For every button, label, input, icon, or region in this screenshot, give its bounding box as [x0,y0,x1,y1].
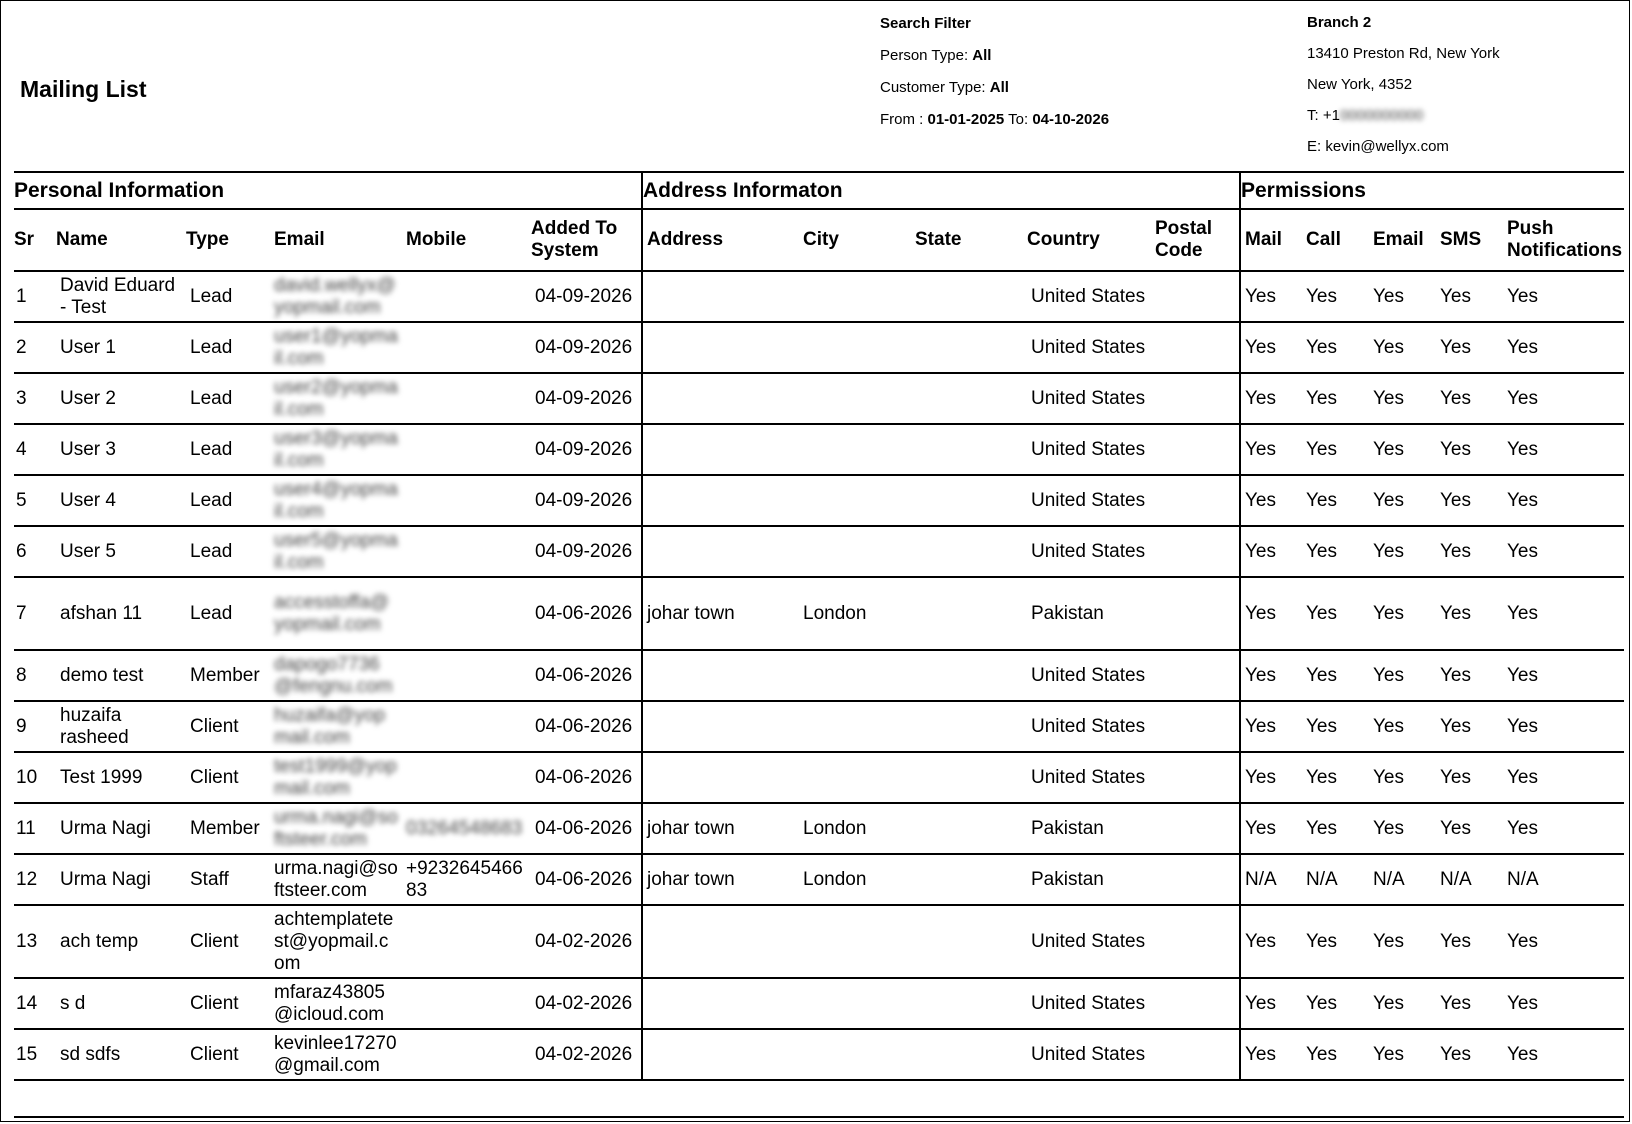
cell-mobile [402,701,527,752]
cell-push: Yes [1503,803,1624,854]
cell-sms: Yes [1436,1029,1503,1080]
cell-email: accesstoffa@yopmail.com [270,577,402,650]
cell-state [911,978,1023,1029]
cell-sr: 13 [14,905,52,978]
table-row [14,322,1624,373]
cell-type: Client [182,978,270,1029]
cell-country: United States [1023,322,1151,373]
cell-address [642,1029,799,1080]
cell-country: United States [1023,701,1151,752]
cell-email: mfaraz43805@icloud.com [270,978,402,1029]
cell-email: kevinlee17270@gmail.com [270,1029,402,1080]
cell-email: user3@yopmail.com [270,424,402,475]
cell-email-permission: Yes [1369,650,1436,701]
cell-push: Yes [1503,526,1624,577]
cell-state [911,701,1023,752]
branch-address-line2: New York, 4352 [1307,76,1413,93]
cell-sms: Yes [1436,373,1503,424]
cell-push: Yes [1503,1029,1624,1080]
cell-name: Test 1999 [52,752,182,803]
cell-mail: N/A [1240,854,1302,905]
cell-email-permission: Yes [1369,752,1436,803]
cell-sr: 4 [14,424,52,475]
cell-email-permission: Yes [1369,475,1436,526]
cell-email-permission: Yes [1369,577,1436,650]
cell-sr: 10 [14,752,52,803]
cell-sr: 1 [14,271,52,322]
cell-postal [1151,752,1240,803]
search-filter-block [880,14,1109,142]
cell-sr: 7 [14,577,52,650]
cell-type: Lead [182,424,270,475]
cell-mail: Yes [1240,424,1302,475]
cell-call: Yes [1302,577,1369,650]
cell-call: Yes [1302,905,1369,978]
cell-address [642,650,799,701]
cell-added: 04-09-2026 [527,322,642,373]
cell-postal [1151,526,1240,577]
cell-mail: Yes [1240,322,1302,373]
cell-email: urma.nagi@softsteer.com [270,854,402,905]
cell-state [911,424,1023,475]
column-header-row [14,209,1624,271]
cell-added: 04-06-2026 [527,803,642,854]
cell-mail: Yes [1240,701,1302,752]
cell-mail: Yes [1240,803,1302,854]
col-country: Country [1023,209,1151,271]
cell-email-permission: Yes [1369,905,1436,978]
table-row [14,854,1624,905]
cell-name: Urma Nagi [52,803,182,854]
cell-email: user2@yopmail.com [270,373,402,424]
cell-sms: Yes [1436,701,1503,752]
cell-city [799,905,911,978]
cell-sr: 14 [14,978,52,1029]
branch-info-block [1307,13,1500,168]
cell-state [911,854,1023,905]
cell-sms: Yes [1436,475,1503,526]
cell-name: huzaifa rasheed [52,701,182,752]
cell-postal [1151,373,1240,424]
cell-push: Yes [1503,373,1624,424]
cell-email: huzaifa@yopmail.com [270,701,402,752]
cell-state [911,526,1023,577]
cell-name: User 4 [52,475,182,526]
col-type: Type [182,209,270,271]
cell-name: User 3 [52,424,182,475]
col-call: Call [1302,209,1369,271]
cell-sms: Yes [1436,577,1503,650]
cell-state [911,650,1023,701]
cell-sr: 15 [14,1029,52,1080]
cell-email-permission: Yes [1369,526,1436,577]
table-row [14,577,1624,650]
cell-mobile: 03264548683 [402,803,527,854]
col-push-notifications: Push Notifications [1503,209,1624,271]
branch-phone: T: +10000000000 [1307,107,1424,124]
cell-mobile: +923264546683 [402,854,527,905]
cell-sms: Yes [1436,978,1503,1029]
cell-country: United States [1023,271,1151,322]
cell-call: Yes [1302,322,1369,373]
cell-country: United States [1023,475,1151,526]
cell-push: Yes [1503,905,1624,978]
cell-sr: 3 [14,373,52,424]
table-row [14,424,1624,475]
cell-postal [1151,577,1240,650]
cell-push: Yes [1503,271,1624,322]
cell-email-permission: N/A [1369,854,1436,905]
cell-added: 04-02-2026 [527,905,642,978]
cell-call: Yes [1302,526,1369,577]
cell-city: London [799,577,911,650]
cell-added: 04-09-2026 [527,271,642,322]
table-row [14,650,1624,701]
cell-added: 04-09-2026 [527,475,642,526]
section-permissions: Permissions [1240,172,1624,209]
cell-added: 04-06-2026 [527,752,642,803]
table-row [14,373,1624,424]
cell-country: United States [1023,526,1151,577]
cell-type: Member [182,803,270,854]
cell-name: David Eduard - Test [52,271,182,322]
cell-email: user4@yopmail.com [270,475,402,526]
cell-mobile [402,577,527,650]
col-email-permission: Email [1369,209,1436,271]
cell-address [642,701,799,752]
cell-type: Client [182,1029,270,1080]
cell-country: Pakistan [1023,803,1151,854]
cell-email-permission: Yes [1369,701,1436,752]
cell-state [911,322,1023,373]
cell-added: 04-09-2026 [527,424,642,475]
cell-mobile [402,322,527,373]
table-row [14,475,1624,526]
cell-sms: Yes [1436,526,1503,577]
cell-sr: 5 [14,475,52,526]
cell-type: Lead [182,271,270,322]
col-mail: Mail [1240,209,1302,271]
cell-city [799,322,911,373]
cell-name: User 2 [52,373,182,424]
cell-push: Yes [1503,701,1624,752]
cell-sms: Yes [1436,424,1503,475]
cell-postal [1151,650,1240,701]
branch-email: E: kevin@wellyx.com [1307,138,1449,155]
cell-postal [1151,978,1240,1029]
cell-mobile [402,373,527,424]
cell-address [642,905,799,978]
cell-type: Lead [182,526,270,577]
cell-sr: 8 [14,650,52,701]
cell-postal [1151,905,1240,978]
cell-added: 04-09-2026 [527,526,642,577]
cell-address: johar town [642,577,799,650]
cell-call: Yes [1302,803,1369,854]
cell-mail: Yes [1240,978,1302,1029]
col-state: State [911,209,1023,271]
cell-state [911,905,1023,978]
col-email: Email [270,209,402,271]
cell-email-permission: Yes [1369,424,1436,475]
branch-name: Branch 2 [1307,14,1372,31]
col-added-to-system: Added To System [527,209,642,271]
cell-type: Client [182,752,270,803]
cell-state [911,1029,1023,1080]
cell-address: johar town [642,854,799,905]
cell-type: Client [182,701,270,752]
cell-mail: Yes [1240,475,1302,526]
section-personal-information: Personal Information [14,172,642,209]
cell-email-permission: Yes [1369,373,1436,424]
col-mobile: Mobile [402,209,527,271]
table-row [14,1029,1624,1080]
cell-sr: 2 [14,322,52,373]
branch-address-line1: 13410 Preston Rd, New York [1307,45,1500,62]
cell-mobile [402,271,527,322]
cell-name: User 1 [52,322,182,373]
cell-city [799,752,911,803]
cell-mail: Yes [1240,577,1302,650]
cell-email-permission: Yes [1369,978,1436,1029]
cell-push: Yes [1503,650,1624,701]
cell-sr: 12 [14,854,52,905]
cell-city [799,475,911,526]
cell-city [799,978,911,1029]
cell-city [799,424,911,475]
cell-push: Yes [1503,752,1624,803]
table-body [14,271,1624,1080]
cell-sms: Yes [1436,322,1503,373]
cell-added: 04-09-2026 [527,373,642,424]
col-name: Name [52,209,182,271]
cell-call: Yes [1302,1029,1369,1080]
cell-country: United States [1023,1029,1151,1080]
cell-name: Urma Nagi [52,854,182,905]
cell-push: Yes [1503,577,1624,650]
cell-type: Lead [182,475,270,526]
cell-sms: N/A [1436,854,1503,905]
cell-email: achtemplatetest@yopmail.com [270,905,402,978]
cell-mail: Yes [1240,526,1302,577]
cell-city [799,526,911,577]
cell-city: London [799,854,911,905]
cell-email-permission: Yes [1369,1029,1436,1080]
cell-email: dapogo7736@fengnu.com [270,650,402,701]
cell-sms: Yes [1436,752,1503,803]
table-row [14,526,1624,577]
cell-push: Yes [1503,978,1624,1029]
cell-city [799,373,911,424]
cell-type: Client [182,905,270,978]
col-city: City [799,209,911,271]
cell-added: 04-06-2026 [527,650,642,701]
cell-mail: Yes [1240,752,1302,803]
cell-call: Yes [1302,978,1369,1029]
cell-mobile [402,424,527,475]
cell-email: user5@yopmail.com [270,526,402,577]
cell-country: Pakistan [1023,854,1151,905]
cell-postal [1151,803,1240,854]
table-row [14,905,1624,978]
col-address: Address [642,209,799,271]
table-row [14,271,1624,322]
table-row [14,701,1624,752]
col-postal-code: Postal Code [1151,209,1240,271]
page-title: Mailing List [20,76,147,102]
section-address-information: Address Informaton [642,172,1240,209]
cell-call: Yes [1302,650,1369,701]
cell-mobile [402,978,527,1029]
cell-address: johar town [642,803,799,854]
cell-state [911,271,1023,322]
cell-sms: Yes [1436,271,1503,322]
cell-email: urma.nagi@softsteer.com [270,803,402,854]
col-sr: Sr [14,209,52,271]
table-row [14,752,1624,803]
cell-country: United States [1023,978,1151,1029]
cell-mobile [402,905,527,978]
cell-country: Pakistan [1023,577,1151,650]
bottom-divider [14,1116,1624,1118]
table-row [14,803,1624,854]
cell-postal [1151,424,1240,475]
cell-city [799,650,911,701]
cell-push: Yes [1503,424,1624,475]
filter-person-type: Person Type: All [880,47,992,64]
cell-added: 04-02-2026 [527,1029,642,1080]
cell-address [642,373,799,424]
cell-state [911,803,1023,854]
cell-postal [1151,322,1240,373]
cell-name: User 5 [52,526,182,577]
cell-name: afshan 11 [52,577,182,650]
cell-added: 04-06-2026 [527,577,642,650]
cell-sr: 11 [14,803,52,854]
cell-address [642,271,799,322]
cell-mail: Yes [1240,650,1302,701]
cell-city [799,271,911,322]
filter-customer-type: Customer Type: All [880,79,1009,96]
cell-postal [1151,1029,1240,1080]
cell-country: United States [1023,424,1151,475]
cell-email: user1@yopmail.com [270,322,402,373]
cell-mobile [402,526,527,577]
cell-mobile [402,475,527,526]
cell-address [642,978,799,1029]
cell-type: Lead [182,577,270,650]
cell-type: Lead [182,322,270,373]
cell-sms: Yes [1436,803,1503,854]
cell-type: Member [182,650,270,701]
cell-city [799,1029,911,1080]
cell-address [642,475,799,526]
cell-added: 04-02-2026 [527,978,642,1029]
filter-heading: Search Filter [880,15,971,32]
cell-country: United States [1023,373,1151,424]
cell-sr: 9 [14,701,52,752]
cell-email-permission: Yes [1369,322,1436,373]
cell-name: sd sdfs [52,1029,182,1080]
cell-call: Yes [1302,701,1369,752]
cell-added: 04-06-2026 [527,854,642,905]
cell-sms: Yes [1436,905,1503,978]
cell-mail: Yes [1240,271,1302,322]
cell-call: Yes [1302,752,1369,803]
cell-state [911,475,1023,526]
cell-state [911,373,1023,424]
cell-mobile [402,752,527,803]
cell-call: Yes [1302,373,1369,424]
cell-city [799,701,911,752]
cell-state [911,752,1023,803]
cell-country: United States [1023,905,1151,978]
cell-city: London [799,803,911,854]
cell-postal [1151,701,1240,752]
cell-push: Yes [1503,322,1624,373]
section-header-row [14,172,1624,209]
cell-address [642,526,799,577]
cell-added: 04-06-2026 [527,701,642,752]
cell-email-permission: Yes [1369,803,1436,854]
cell-email: david.wellyx@yopmail.com [270,271,402,322]
filter-date-range: From : 01-01-2025 To: 04-10-2026 [880,111,1110,128]
cell-mobile [402,650,527,701]
cell-email-permission: Yes [1369,271,1436,322]
cell-type: Staff [182,854,270,905]
cell-sms: Yes [1436,650,1503,701]
cell-state [911,577,1023,650]
cell-sr: 6 [14,526,52,577]
cell-country: United States [1023,650,1151,701]
cell-push: N/A [1503,854,1624,905]
col-sms: SMS [1436,209,1503,271]
cell-postal [1151,271,1240,322]
cell-email: test1999@yopmail.com [270,752,402,803]
cell-postal [1151,475,1240,526]
cell-postal [1151,854,1240,905]
cell-name: demo test [52,650,182,701]
cell-type: Lead [182,373,270,424]
cell-name: ach temp [52,905,182,978]
cell-address [642,752,799,803]
cell-call: N/A [1302,854,1369,905]
cell-mail: Yes [1240,905,1302,978]
cell-name: s d [52,978,182,1029]
cell-mobile [402,1029,527,1080]
cell-call: Yes [1302,424,1369,475]
mailing-list-table [14,171,1624,1081]
cell-call: Yes [1302,271,1369,322]
cell-push: Yes [1503,475,1624,526]
cell-mail: Yes [1240,1029,1302,1080]
cell-address [642,424,799,475]
cell-country: United States [1023,752,1151,803]
cell-mail: Yes [1240,373,1302,424]
table-row [14,978,1624,1029]
cell-address [642,322,799,373]
cell-call: Yes [1302,475,1369,526]
